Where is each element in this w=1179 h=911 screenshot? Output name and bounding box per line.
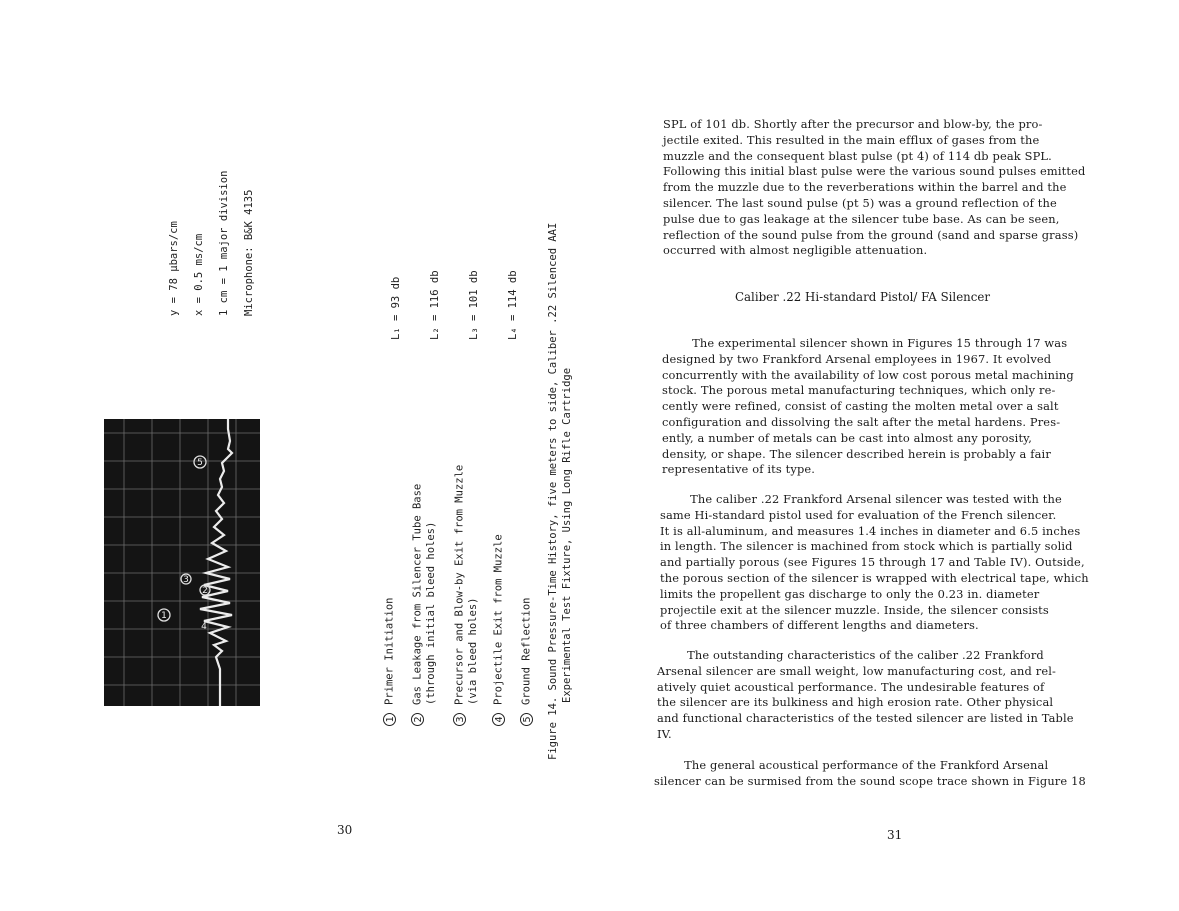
legend-number: 1 [383, 713, 396, 726]
paragraph-4: The outstanding characteristics of the caliber .22 Frankford Arsenal silencer are small weight, low manufacturing cost, and rel- atively quiet acoustical performance. The undesirable features of the silencer are its bulkiness and high erosion rate. Other physical and functional characteristics of the tested silencer are listed in Table IV. [657, 648, 1074, 741]
photo-mark-2: 2 [202, 586, 208, 596]
legend-text: Ground Reflection [520, 597, 533, 705]
level-3: L₃ = 101 db [468, 270, 480, 340]
photo-mark-5: 5 [197, 458, 203, 468]
page-number: 31 [887, 828, 903, 842]
scale-division: 1 cm = 1 major division [218, 170, 230, 316]
legend-text: (through initial bleed holes) [425, 521, 437, 705]
paragraph-2: The experimental silencer shown in Figures 15 through 17 was designed by two Frankford Arsenal employees in 1967. It evolved concurrently with the availability of low cost porous metal machining stock. The porous metal manufacturing techniques, which only re- cently were refined, consist of casting the molten metal over a salt configuration and dissolving the salt after the metal hardens. Pres- ently, a number of metals can be cast into almost any porosity, density, or shape. The silencer described herein is probably a fair representative of its type. [662, 336, 1074, 477]
level-1: L₁ = 93 db [390, 276, 402, 340]
figure-caption [547, 223, 575, 760]
scale-x: x = 0.5 ms/cm [193, 233, 205, 316]
caption-line-1: Figure 14. Sound Pressure-Time History, five meters to side, Caliber .22 Silenced AAI [547, 222, 559, 760]
legend-number: 3 [453, 713, 466, 726]
legend-number: 5 [520, 713, 533, 726]
right-page [590, 0, 1179, 911]
section-heading: Caliber .22 Hi-standard Pistol/ FA Silencer [735, 290, 991, 304]
legend-number: 2 [411, 713, 424, 726]
page-number: 30 [337, 823, 353, 837]
legend-text: Projectile Exit from Muzzle [492, 534, 505, 705]
levels [390, 270, 546, 340]
oscilloscope-photo [104, 419, 260, 706]
photo-mark-4: 4 [201, 622, 207, 632]
legend-item [520, 465, 548, 726]
photo-mark-3: 3 [183, 575, 189, 585]
caption-line-2: Experimental Test Fixture, Using Long Rifle Cartridge [561, 367, 573, 703]
legend-text: Primer Initiation [383, 597, 396, 705]
paragraph-5: The general acoustical performance of the Frankford Arsenal silencer can be surmised from the sound scope trace shown in Figure 18 [654, 758, 1086, 788]
legend-item [453, 465, 492, 726]
level-2: L₂ = 116 db [429, 270, 441, 340]
legend-item [383, 465, 411, 726]
legend-text: Gas Leakage from Silencer Tube Base [411, 483, 424, 705]
legend-item [411, 465, 453, 726]
legend-number: 4 [492, 713, 505, 726]
legend-text: Precursor and Blow-by Exit from Muzzle [453, 464, 466, 705]
legend-text: (via bleed holes) [467, 597, 479, 705]
paragraph-3: The caliber .22 Frankford Arsenal silencer was tested with the same Hi-standard pistol used for evaluation of the French silencer. It is all-aluminum, and measures 1.4 inches in diameter and 6.5 inches in length. The silencer is machined from stock which is partially solid and partially porous (see Figures 15 through 17 and Table IV). Outside, the porous section of the silencer is wrapped with electrical tape, which limits the propellent gas discharge to only the 0.23 in. diameter projectile exit at the silencer muzzle. Inside, the silencer consists of three chambers of different lengths and diameters. [660, 492, 1089, 633]
paragraph-1: SPL of 101 db. Shortly after the precursor and blow-by, the pro- jectile exited. This resulted in the main efflux of gases from the muzzle and the consequent blast pulse (pt 4) of 114 db peak SPL. Following this initial blast pulse were the various sound pulses emitted from the muzzle due to the reverberations within the barrel and the silencer. The last sound pulse (pt 5) was a ground reflection of the pulse due to gas leakage at the silencer tube base. As can be seen, reflection of the sound pulse from the ground (sand and sparse grass) occurred with almost negligible attenuation. [663, 117, 1086, 258]
scale-y: y = 78 μbars/cm [168, 221, 180, 316]
legend-item [492, 465, 520, 726]
microphone: Microphone: B&K 4135 [243, 189, 255, 316]
legend [383, 465, 548, 726]
level-4: L₄ = 114 db [507, 270, 519, 340]
photo-mark-1: 1 [161, 611, 167, 621]
scale-info [168, 171, 268, 316]
